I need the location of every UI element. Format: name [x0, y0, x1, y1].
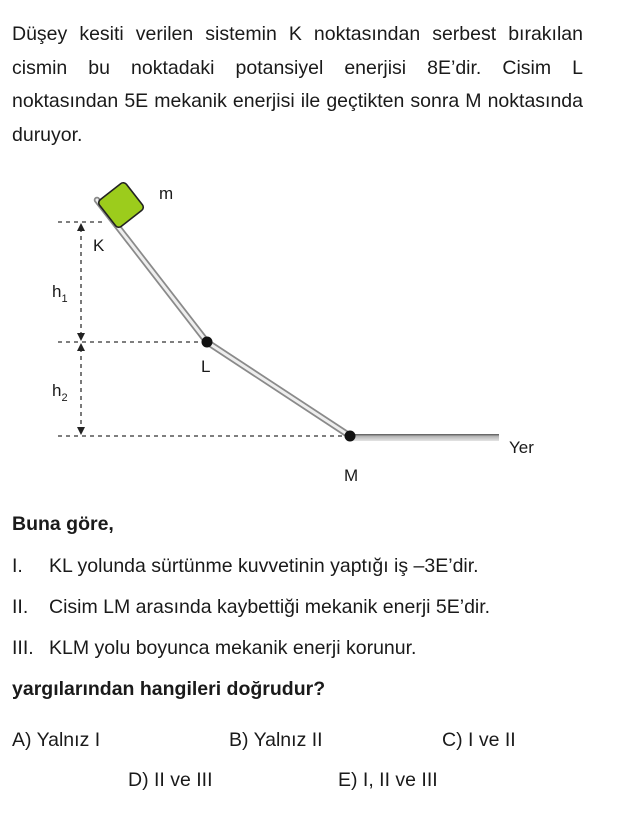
incline-diagram: [0, 170, 619, 500]
ground-label: Yer: [509, 438, 534, 457]
option-e[interactable]: E) I, II ve III: [338, 769, 438, 791]
statement-1-text: KL yolunda sürtünme kuvvetinin yaptığı iş –3E’dir.: [49, 555, 479, 577]
statement-2-numeral: II.: [12, 596, 29, 618]
h2-arrow-down: [77, 427, 85, 435]
h1-arrow-up: [77, 223, 85, 231]
point-m-dot: [345, 431, 356, 442]
statement-3-numeral: III.: [12, 637, 34, 659]
statement-2-text: Cisim LM arasında kaybettiği mekanik enerji 5E’dir.: [49, 596, 491, 618]
question-tail: yargılarından hangileri doğrudur?: [12, 678, 326, 700]
h1-arrow-down: [77, 333, 85, 341]
statement-1-numeral: I.: [12, 555, 23, 577]
problem-intro: Düşey kesiti verilen sistemin K noktasından serbest bırakılan cismin bu noktadaki potansiyel enerjisi 8E’dir. Cisim L noktasından 5E mekanik enerjisi ile geçtikten sonra M noktasında duruyor.: [12, 23, 583, 146]
mass-block: [97, 181, 145, 229]
question-lead: Buna göre,: [12, 513, 114, 535]
mass-label: m: [159, 184, 174, 203]
incline-figure: [0, 170, 619, 500]
point-k-label: K: [93, 236, 105, 255]
option-a[interactable]: A) Yalnız I: [12, 729, 101, 751]
point-l-label: L: [201, 357, 211, 376]
ground-surface: [352, 434, 499, 441]
h2-label: $h_2$: [52, 381, 68, 404]
point-m-label: M: [344, 466, 359, 485]
h1-label: $h_1$: [52, 282, 68, 305]
statement-1: [12, 555, 479, 578]
option-c[interactable]: C) I ve II: [442, 729, 516, 751]
option-b[interactable]: B) Yalnız II: [229, 729, 323, 751]
track-lm-shine: [207, 342, 350, 436]
statement-3: [12, 637, 416, 660]
point-l-dot: [202, 337, 213, 348]
option-d[interactable]: D) II ve III: [128, 769, 213, 791]
h2-arrow-up: [77, 343, 85, 351]
statement-2: [12, 596, 490, 619]
statement-3-text: KLM yolu boyunca mekanik enerji korunur.: [49, 637, 417, 659]
